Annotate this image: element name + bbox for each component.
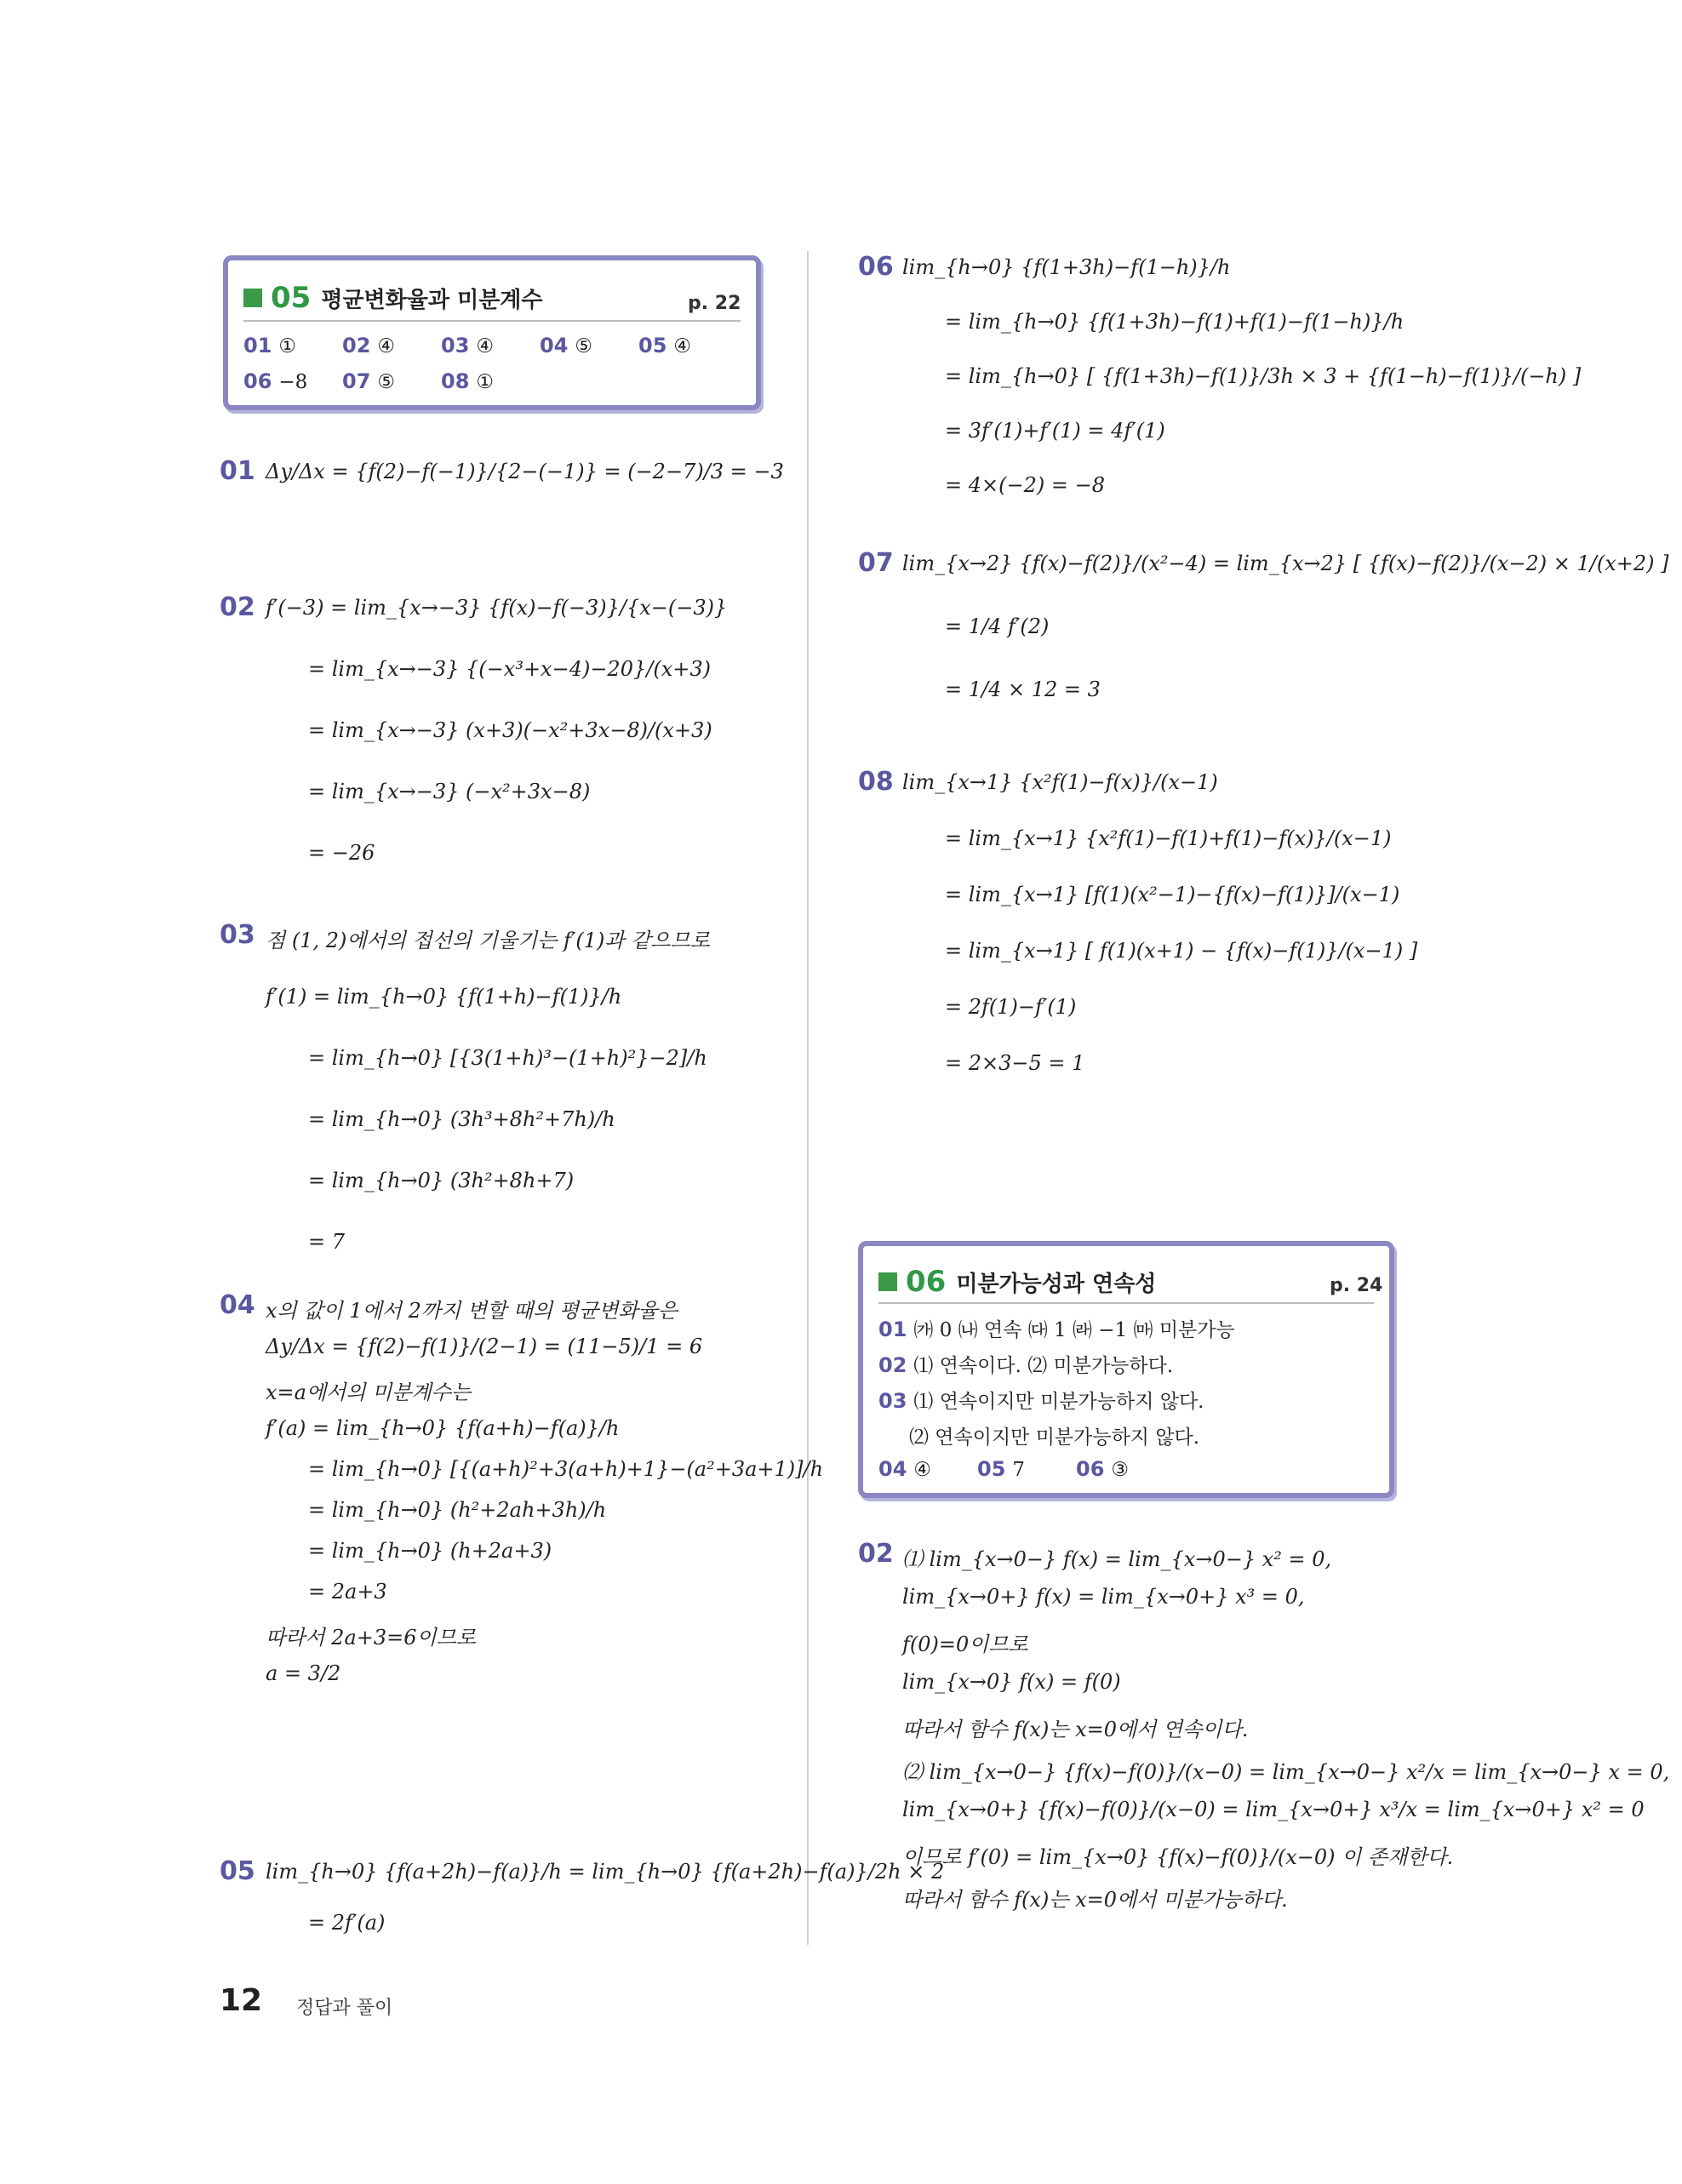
answer-value: ① (278, 335, 297, 357)
problem-number: 02 (858, 1539, 894, 1569)
page-reference: p. 22 (688, 293, 741, 314)
problem-number: 01 (220, 456, 255, 486)
solution-line: = lim_{x→−3} (x+3)(−x²+3x−8)/(x+3) (308, 718, 712, 742)
solution-line: f′(1) = lim_{h→0} {f(1+h)−f(1)}/h (266, 985, 622, 1009)
solution-line: = −26 (308, 841, 375, 865)
section-title: 평균변화율과 미분계수 (321, 287, 543, 313)
answer-number: 05 (638, 334, 667, 357)
answer-number: 01 (878, 1318, 907, 1341)
solution-line: = lim_{h→0} (3h²+8h+7) (308, 1169, 575, 1192)
header-rule (243, 320, 741, 322)
solution-line: = 2×3−5 = 1 (945, 1051, 1085, 1075)
solution-line: = lim_{h→0} (3h³+8h²+7h)/h (308, 1107, 615, 1131)
answer-value: ⑵ 연속이지만 미분가능하지 않다. (909, 1426, 1200, 1449)
column-divider (807, 251, 809, 1945)
answer-number: 02 (342, 334, 371, 357)
solution-line: = 7 (308, 1230, 346, 1254)
answer-item (1076, 1457, 1129, 1481)
solution-line: lim_{x→2} {f(x)−f(2)}/(x²−4) = lim_{x→2} [ {f(x)−f(2)}/(x−2) × 1/(x+2) ] (902, 552, 1669, 575)
solution-line: 따라서 함수 f(x)는 x=0에서 미분가능하다. (902, 1888, 1288, 1912)
page-number: 12 (220, 1983, 263, 2018)
answer-item (243, 369, 307, 393)
solution-line: f′(a) = lim_{h→0} {f(a+h)−f(a)}/h (266, 1416, 620, 1440)
solution-line: ⑴ lim_{x→0−} f(x) = lim_{x→0−} x² = 0, (902, 1547, 1332, 1571)
solution-line: 점 (1, 2)에서의 접선의 기울기는 f′(1)과 같으므로 (266, 929, 710, 952)
green-square-icon (878, 1272, 897, 1291)
solution-line: ⑵ lim_{x→0−} {f(x)−f(0)}/(x−0) = lim_{x→0−} x²/x = lim_{x→0−} x = 0, (902, 1760, 1670, 1784)
section-05-answer-box (223, 255, 761, 410)
answer-value: ⑤ (377, 371, 396, 393)
solution-line: Δy/Δx = {f(2)−f(1)}/(2−1) = (11−5)/1 = 6 (266, 1335, 703, 1358)
answer-value: ③ (1111, 1459, 1130, 1481)
solution-line: lim_{x→0+} f(x) = lim_{x→0+} x³ = 0, (902, 1585, 1305, 1609)
solution-line: 이므로 f′(0) = lim_{x→0} {f(x)−f(0)}/(x−0) 이 존재한다. (902, 1845, 1454, 1869)
solution-line: = lim_{h→0} (h²+2ah+3h)/h (308, 1498, 607, 1522)
problem-number: 05 (220, 1856, 255, 1886)
solution-line: 따라서 2a+3=6이므로 (266, 1626, 477, 1649)
solution-line: lim_{x→0} f(x) = f(0) (902, 1670, 1121, 1694)
answer-item (878, 1457, 931, 1481)
solution-line: lim_{h→0} {f(a+2h)−f(a)}/h = lim_{h→0} {f(a+2h)−f(a)}/2h × 2 (266, 1860, 945, 1884)
answer-number: 08 (441, 369, 470, 393)
answer-value: ㈎ 0 ㈏ 연속 ㈐ 1 ㈑ −1 ㈒ 미분가능 (913, 1319, 1235, 1341)
answer-number: 07 (342, 369, 371, 393)
answer-number: 02 (878, 1353, 907, 1377)
section-06-header (878, 1265, 1156, 1299)
answer-item (540, 334, 592, 357)
solution-line: 따라서 함수 f(x)는 x=0에서 연속이다. (902, 1718, 1249, 1741)
solution-line: = lim_{x→1} [ f(1)(x+1) − {f(x)−f(1)}/(x−1) ] (945, 939, 1418, 963)
solution-line: = lim_{h→0} (h+2a+3) (308, 1539, 552, 1563)
answer-value: 7 (1012, 1459, 1026, 1481)
solution-line: lim_{h→0} {f(1+3h)−f(1−h)}/h (902, 255, 1231, 279)
answer-value: ⑴ 연속이지만 미분가능하지 않다. (913, 1391, 1204, 1413)
answer-value: ④ (673, 335, 692, 357)
answer-item (342, 369, 395, 393)
solution-line: = lim_{h→0} {f(1+3h)−f(1)+f(1)−f(1−h)}/h (945, 310, 1405, 334)
section-number: 06 (906, 1265, 947, 1299)
answer-number: 06 (1076, 1457, 1105, 1481)
solution-line: = 1/4 × 12 = 3 (945, 677, 1101, 701)
section-06-answer-box (858, 1241, 1394, 1498)
answer-number: 03 (878, 1389, 907, 1413)
solution-line: = lim_{x→1} [f(1)(x²−1)−{f(x)−f(1)}]/(x−1) (945, 883, 1400, 906)
solution-line: Δy/Δx = {f(2)−f(−1)}/{2−(−1)} = (−2−7)/3 = −3 (266, 460, 784, 483)
solution-line: = lim_{x→−3} (−x²+3x−8) (308, 780, 591, 803)
answer-number: 03 (441, 334, 470, 357)
problem-number: 08 (858, 767, 894, 797)
answer-line (878, 1314, 1235, 1342)
problem-number: 06 (858, 252, 894, 282)
problem-number: 04 (220, 1290, 255, 1320)
answer-value: ④ (476, 335, 495, 357)
answer-item (977, 1457, 1025, 1481)
solution-line: = lim_{x→1} {x²f(1)−f(1)+f(1)−f(x)}/(x−1) (945, 826, 1392, 850)
solution-line: = lim_{h→0} [ {f(1+3h)−f(1)}/3h × 3 + {f(1−h)−f(1)}/(−h) ] (945, 364, 1582, 388)
section-05-header (243, 281, 543, 315)
answer-value: ④ (913, 1459, 932, 1481)
answer-value: −8 (278, 371, 308, 393)
solution-line: lim_{x→1} {x²f(1)−f(x)}/(x−1) (902, 770, 1218, 794)
solution-line: x의 값이 1에서 2까지 변할 때의 평균변화율은 (266, 1299, 678, 1323)
header-rule (878, 1302, 1374, 1304)
solution-line: = lim_{h→0} [{(a+h)²+3(a+h)+1}−(a²+3a+1)]/h (308, 1457, 824, 1481)
answer-number: 04 (878, 1457, 907, 1481)
answer-value: ① (476, 371, 495, 393)
solution-line: x=a에서의 미분계수는 (266, 1381, 472, 1404)
section-number: 05 (271, 281, 312, 315)
problem-number: 07 (858, 548, 894, 578)
footer-label: 정답과 풀이 (296, 1998, 393, 2019)
section-title: 미분가능성과 연속성 (956, 1271, 1157, 1297)
solution-line: = 2f′(a) (308, 1911, 386, 1935)
answer-number: 05 (977, 1457, 1006, 1481)
solution-line: = lim_{x→−3} {(−x³+x−4)−20}/(x+3) (308, 657, 711, 681)
solution-line: a = 3/2 (266, 1661, 341, 1685)
answer-line (878, 1350, 1173, 1378)
answer-item (342, 334, 395, 357)
problem-number: 02 (220, 592, 255, 622)
solution-line: f(0)=0이므로 (902, 1632, 1028, 1656)
solution-line: = 4×(−2) = −8 (945, 473, 1105, 497)
solution-line: f′(−3) = lim_{x→−3} {f(x)−f(−3)}/{x−(−3)} (266, 596, 728, 620)
answer-value: ⑤ (575, 335, 593, 357)
answer-number: 06 (243, 369, 272, 393)
green-square-icon (243, 289, 262, 307)
answer-value: ⑴ 연속이다. ⑵ 미분가능하다. (913, 1355, 1174, 1377)
answer-item (638, 334, 691, 357)
answer-number: 04 (540, 334, 569, 357)
answer-number: 01 (243, 334, 272, 357)
solution-line: = lim_{h→0} [{3(1+h)³−(1+h)²}−2]/h (308, 1046, 707, 1070)
solution-line: = 1/4 f′(2) (945, 615, 1050, 638)
answer-line (909, 1421, 1199, 1449)
answer-item (441, 369, 494, 393)
answer-value: ④ (377, 335, 396, 357)
solution-line: = 3f′(1)+f′(1) = 4f′(1) (945, 419, 1165, 443)
solution-line: = 2f(1)−f′(1) (945, 995, 1077, 1019)
solution-line: lim_{x→0+} {f(x)−f(0)}/(x−0) = lim_{x→0+} x³/x = lim_{x→0+} x² = 0 (902, 1798, 1645, 1821)
solution-line: = 2a+3 (308, 1580, 387, 1604)
answer-line (878, 1386, 1204, 1414)
answer-item (441, 334, 494, 357)
page-reference: p. 24 (1330, 1275, 1383, 1296)
answer-item (243, 334, 296, 357)
problem-number: 03 (220, 920, 255, 950)
